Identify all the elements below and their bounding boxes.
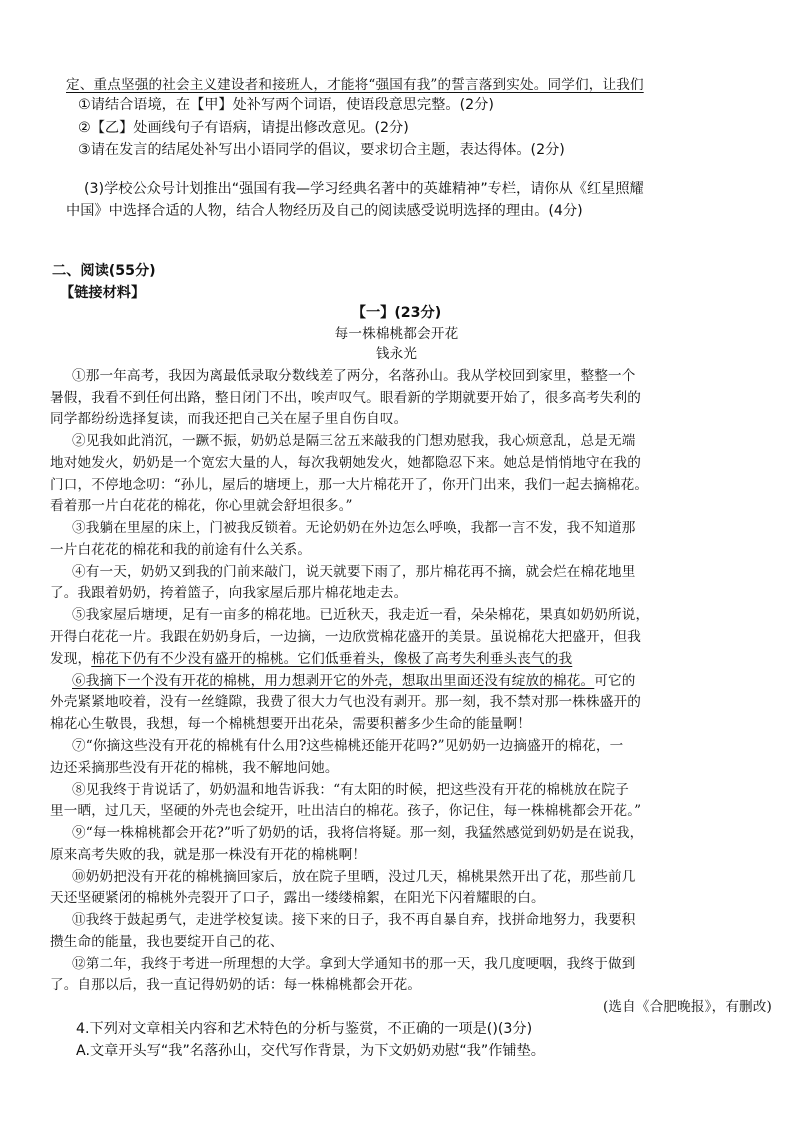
paragraph-5-lead: 发现，	[50, 651, 92, 667]
paragraph-1-line: ①那一年高考，我因为离最低录取分数线差了两分，名落孙山。我从学校回到家里，整整一个	[72, 368, 636, 384]
paragraph-5-line: ⑤我家屋后塘埂，足有一亩多的棉花地。已近秋天，我走近一看，朵朵棉花，果真如奶奶所说，	[72, 607, 650, 623]
paragraph-9-line: ⑨“每一株棉桃都会开花?”听了奶奶的话，我将信将疑。那一刻，我猛然感觉到奶奶是在说我，	[72, 825, 644, 841]
paragraph-9-line: 原来高考失败的我，就是那一株没有开花的棉桃啊！	[50, 847, 367, 863]
sub-question-2: ②【乙】处画线句子有语病，请提出修改意见。(2分)	[78, 120, 409, 136]
continuation-line: 定、重点坚强的社会主义建设者和接班人，才能将“强国有我”的誓言落到实处。同学们，让我们	[66, 77, 644, 93]
paragraph-12-line: 了。自那以后，我一直记得奶奶的话：每一株棉桃都会开花。	[50, 977, 422, 993]
paragraph-2-line: 看着那一片白花花的棉花，你心里就会舒坦很多。”	[50, 498, 353, 514]
paragraph-7-line: 边还采摘那些没有开花的棉桃，我不解地问她。	[50, 760, 339, 776]
paragraph-8-line: ⑧见我终于肯说话了，奶奶温和地告诉我：“有太阳的时候，把这些没有开花的棉桃放在院子	[72, 782, 629, 798]
paragraph-11-line: ⑪我终于鼓起勇气，走进学校复读。接下来的日子，我不再自暴自弃，找拼命地努力，我要积	[72, 912, 636, 928]
article-title: 每一株棉桃都会开花	[334, 326, 459, 342]
paragraph-11-line: 攒生命的能量，我也要绽开自己的花、	[50, 934, 284, 950]
paragraph-3-line: 一片白花花的棉花和我的前途有什么关系。	[50, 542, 312, 558]
paragraph-3-line: ③我躺在里屋的床上，门被我反锁着。无论奶奶在外边怎么呼唤，我都一言不发，我不知道那	[72, 520, 636, 536]
paragraph-6-line: 外壳紧紧地咬着，没有一丝缝隙，我费了很大力气也没有剥开。那一刻，我不禁对那一株株盛开的	[50, 694, 641, 710]
paragraph-12-line: ⑫第二年，我终于考进一所理想的大学。拿到大学通知书的那一天，我几度哽咽，我终于做到	[72, 956, 636, 972]
paragraph-2-line: 门口，不停地念叨：“孙儿，屋后的塘埂上，那一大片棉花开了，你开门出来，我们一起去摘棉花。	[50, 477, 649, 493]
paragraph-10-line: ⑩奶奶把没有开花的棉桃摘回家后，放在院子里晒，没过几天，棉桃果然开出了花，那些前几	[72, 869, 636, 885]
paragraph-2-line: 地对她发火，奶奶是一个宽宏大量的人，每次我朝她发火，她都隐忍下来。她总是悄悄地守在我的	[50, 455, 641, 471]
paragraph-5-line: 开得白花花一片。我跟在奶奶身后，一边摘，一边欣赏棉花盛开的美景。虽说棉花大把盛开，但我	[50, 629, 641, 645]
underlined-sentence-yi: 棉花下仍有不少没有盛开的棉桃。它们低垂着头，像极了高考失利垂头丧气的我	[91, 651, 573, 667]
article-source: (选自《合肥晚报》，有删改)	[602, 999, 772, 1015]
paragraph-6-line: 棉花心生敬畏，我想，每一个棉桃想要开出花朵，需要积蓄多少生命的能量啊！	[50, 716, 532, 732]
part-label: 【一】(23分)	[351, 305, 442, 321]
link-material-label: 【链接材料】	[60, 285, 146, 301]
paragraph-5-line	[50, 649, 572, 669]
article-author: 钱永光	[375, 346, 418, 362]
question-4-stem: 4.下列对文章相关内容和艺术特色的分析与鉴赏，不正确的一项是()(3分)	[76, 1021, 533, 1037]
question-3-line2: 中国》中选择合适的人物，结合人物经历及自己的阅读感受说明选择的理由。(4分)	[66, 203, 583, 219]
question-4-option-a: A.文章开头写“我”名落孙山，交代写作背景，为下文奶奶劝慰“我”作铺垫。	[76, 1043, 545, 1059]
paragraph-2-line: ②见我如此消沉，一蹶不振，奶奶总是隔三岔五来敲我的门想劝慰我，我心烦意乱，总是无端	[72, 433, 636, 449]
paragraph-6-line	[72, 671, 636, 691]
question-3-line1: (3)学校公众号计划推出“强国有我—学习经典名著中的英雄精神”专栏，请你从《红星照耀	[84, 181, 644, 197]
section-title: 二、阅读(55分)	[52, 263, 156, 279]
paragraph-7-line: ⑦“你摘这些没有开花的棉桃有什么用?这些棉桃还能开花吗?”见奶奶一边摘盛开的棉花，一	[72, 738, 624, 754]
paragraph-1-line: 同学都纷纷选择复读，而我还把自己关在屋子里自伤自叹。	[50, 411, 408, 427]
paragraph-10-line: 天还坚硬紧闭的棉桃外壳裂开了口子，露出一缕缕棉絮，在阳光下闪着耀眼的白。	[50, 890, 545, 906]
paragraph-1-line: 暑假，我看不到任何出路，整日闭门不出，唉声叹气。眼看新的学期就要开始了，很多高考失利的	[50, 390, 641, 406]
sub-question-1: ①请结合语境，在【甲】处补写两个词语，使语段意思完整。(2分)	[78, 97, 494, 113]
paragraph-4-line: ④有一天，奶奶又到我的门前来敲门，说天就要下雨了，那片棉花再不摘，就会烂在棉花地里	[72, 564, 636, 580]
paragraph-4-line: 了。我跟着奶奶，挎着篮子，向我家屋后那片棉花地走去。	[50, 585, 408, 601]
sub-question-3: ③请在发言的结尾处补写出小语同学的倡议，要求切合主题，表达得体。(2分)	[78, 142, 565, 158]
paragraph-6-tail: 可它的	[594, 673, 636, 689]
paragraph-8-line: 里一晒，过几天，坚硬的外壳也会绽开，吐出洁白的棉花。孩子，你记住，每一株棉桃都会开花。”	[50, 803, 642, 819]
underlined-sentence-p6: ⑥我摘下一个没有开花的棉桃，用力想剥开它的外壳，想取出里面还没有绽放的棉花。	[72, 673, 595, 689]
